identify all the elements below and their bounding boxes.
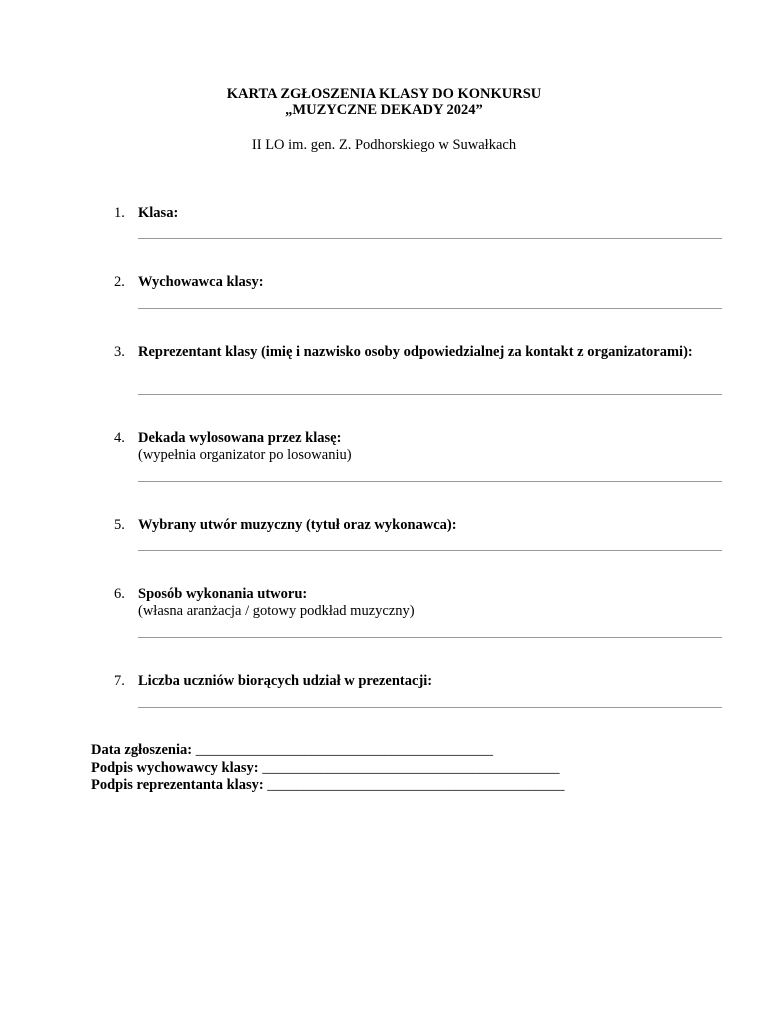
answer-line-song[interactable] [138, 550, 722, 551]
item-label: Wybrany utwór muzyczny (tytuł oraz wykonawca): [138, 517, 457, 533]
answer-line-decade[interactable] [138, 481, 722, 482]
item-number: 7. [114, 673, 125, 689]
representative-signature-label: Podpis reprezentanta klasy: [91, 777, 264, 793]
representative-signature-field[interactable]: _________________________________________ [267, 777, 565, 793]
item-number: 3. [114, 344, 125, 360]
item-hint: (własna aranżacja / gotowy podkład muzyczny) [138, 603, 415, 619]
form-title-line-2: „MUZYCZNE DEKADY 2024” [285, 102, 483, 118]
item-number: 5. [114, 517, 125, 533]
answer-line-class[interactable] [138, 238, 722, 239]
form-title-line-1: KARTA ZGŁOSZENIA KLASY DO KONKURSU [226, 86, 542, 102]
item-label: Liczba uczniów biorących udział w prezentacji: [138, 673, 433, 689]
item-label: Reprezentant klasy (imię i nazwisko osoby odpowiedzialnej za kontakt z organizatorami): [138, 344, 693, 360]
item-label: Dekada wylosowana przez klasę: [138, 430, 342, 446]
item-label: Sposób wykonania utworu: [138, 586, 308, 602]
item-hint: (wypełnia organizator po losowaniu) [138, 447, 352, 463]
item-label: Klasa: [138, 205, 179, 221]
answer-line-representative[interactable] [138, 394, 722, 395]
item-number: 1. [114, 205, 125, 221]
representative-signature-row [91, 777, 691, 795]
date-field[interactable]: _________________________________________ [195, 742, 493, 758]
date-row [91, 742, 691, 760]
signature-block [91, 742, 691, 795]
item-number: 4. [114, 430, 125, 446]
answer-line-teacher[interactable] [138, 308, 722, 309]
answer-line-performance[interactable] [138, 637, 722, 638]
answer-line-student-count[interactable] [138, 707, 722, 708]
school-name: II LO im. gen. Z. Podhorskiego w Suwałkach [251, 137, 517, 153]
date-label: Data zgłoszenia: [91, 742, 193, 758]
teacher-signature-label: Podpis wychowawcy klasy: [91, 759, 259, 776]
teacher-signature-row [91, 760, 691, 778]
item-label: Wychowawca klasy: [138, 274, 264, 290]
item-number: 2. [114, 274, 125, 290]
item-number: 6. [114, 586, 125, 602]
teacher-signature-field[interactable]: _________________________________________ [262, 759, 560, 776]
